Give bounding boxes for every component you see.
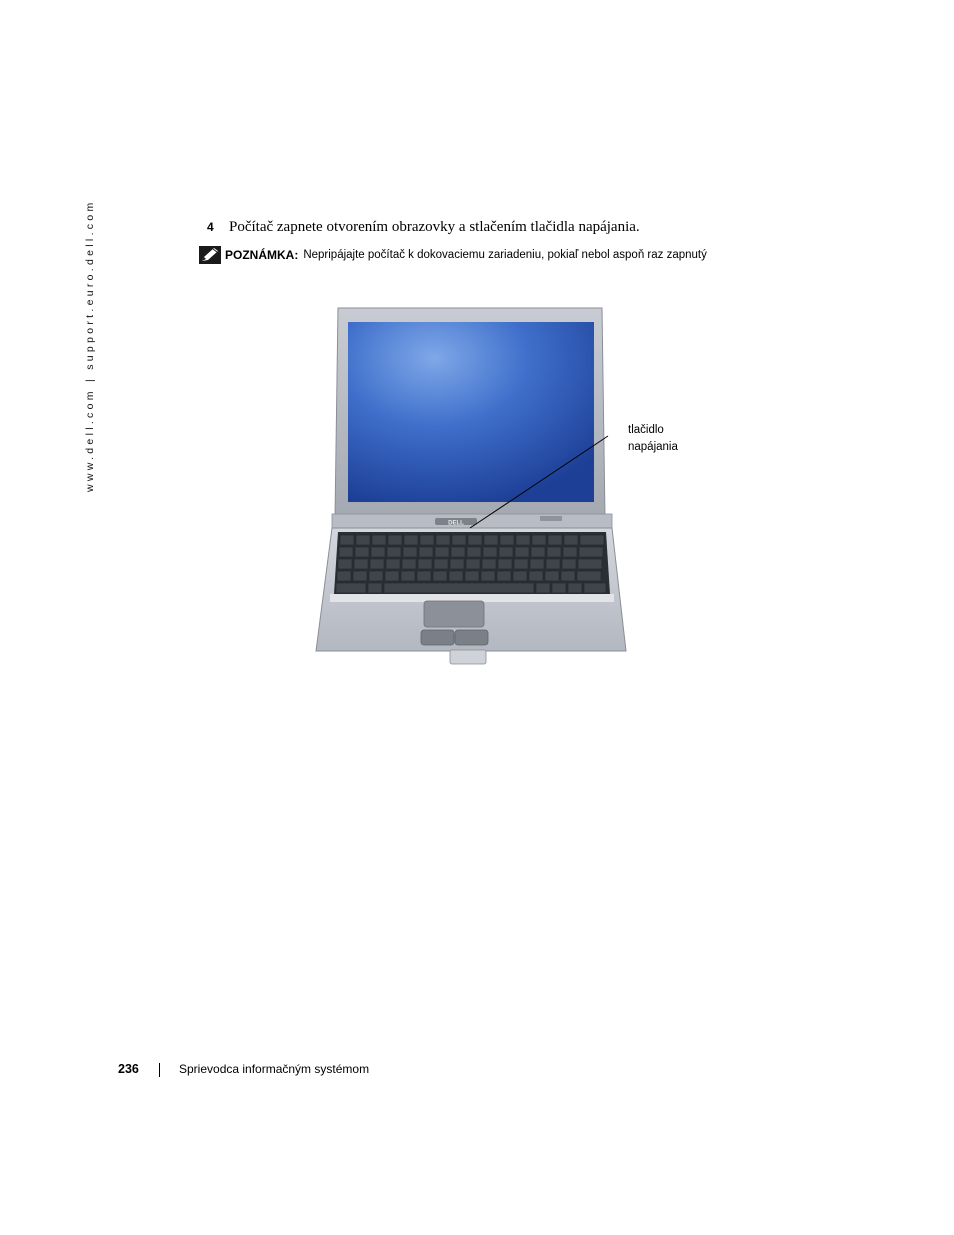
- callout-line2: napájania: [628, 441, 678, 453]
- page-number: 236: [118, 1062, 139, 1076]
- footer: [118, 1062, 370, 1076]
- note: [199, 246, 707, 264]
- step-text: Počítač zapnete otvorením obrazovky a stlačením tlačidla napájania.: [229, 219, 640, 235]
- callout-power-button: [628, 422, 718, 456]
- step-4: [207, 219, 640, 236]
- sidebar-url: www.dell.com | support.euro.dell.com: [84, 199, 96, 492]
- step-number: 4: [207, 220, 214, 234]
- note-label: POZNÁMKA:: [225, 248, 299, 262]
- laptop-illustration: [300, 296, 700, 676]
- pencil-note-icon: [199, 246, 221, 264]
- dell-logo: DELL: [448, 520, 464, 527]
- callout-line1: tlačidlo: [628, 424, 664, 436]
- footer-title: Sprievodca informačným systémom: [179, 1062, 370, 1076]
- note-text: Nepripájajte počítač k dokovaciemu zariadeniu, pokiaľ nebol aspoň raz zapnutý: [303, 249, 707, 261]
- footer-separator: [159, 1063, 160, 1077]
